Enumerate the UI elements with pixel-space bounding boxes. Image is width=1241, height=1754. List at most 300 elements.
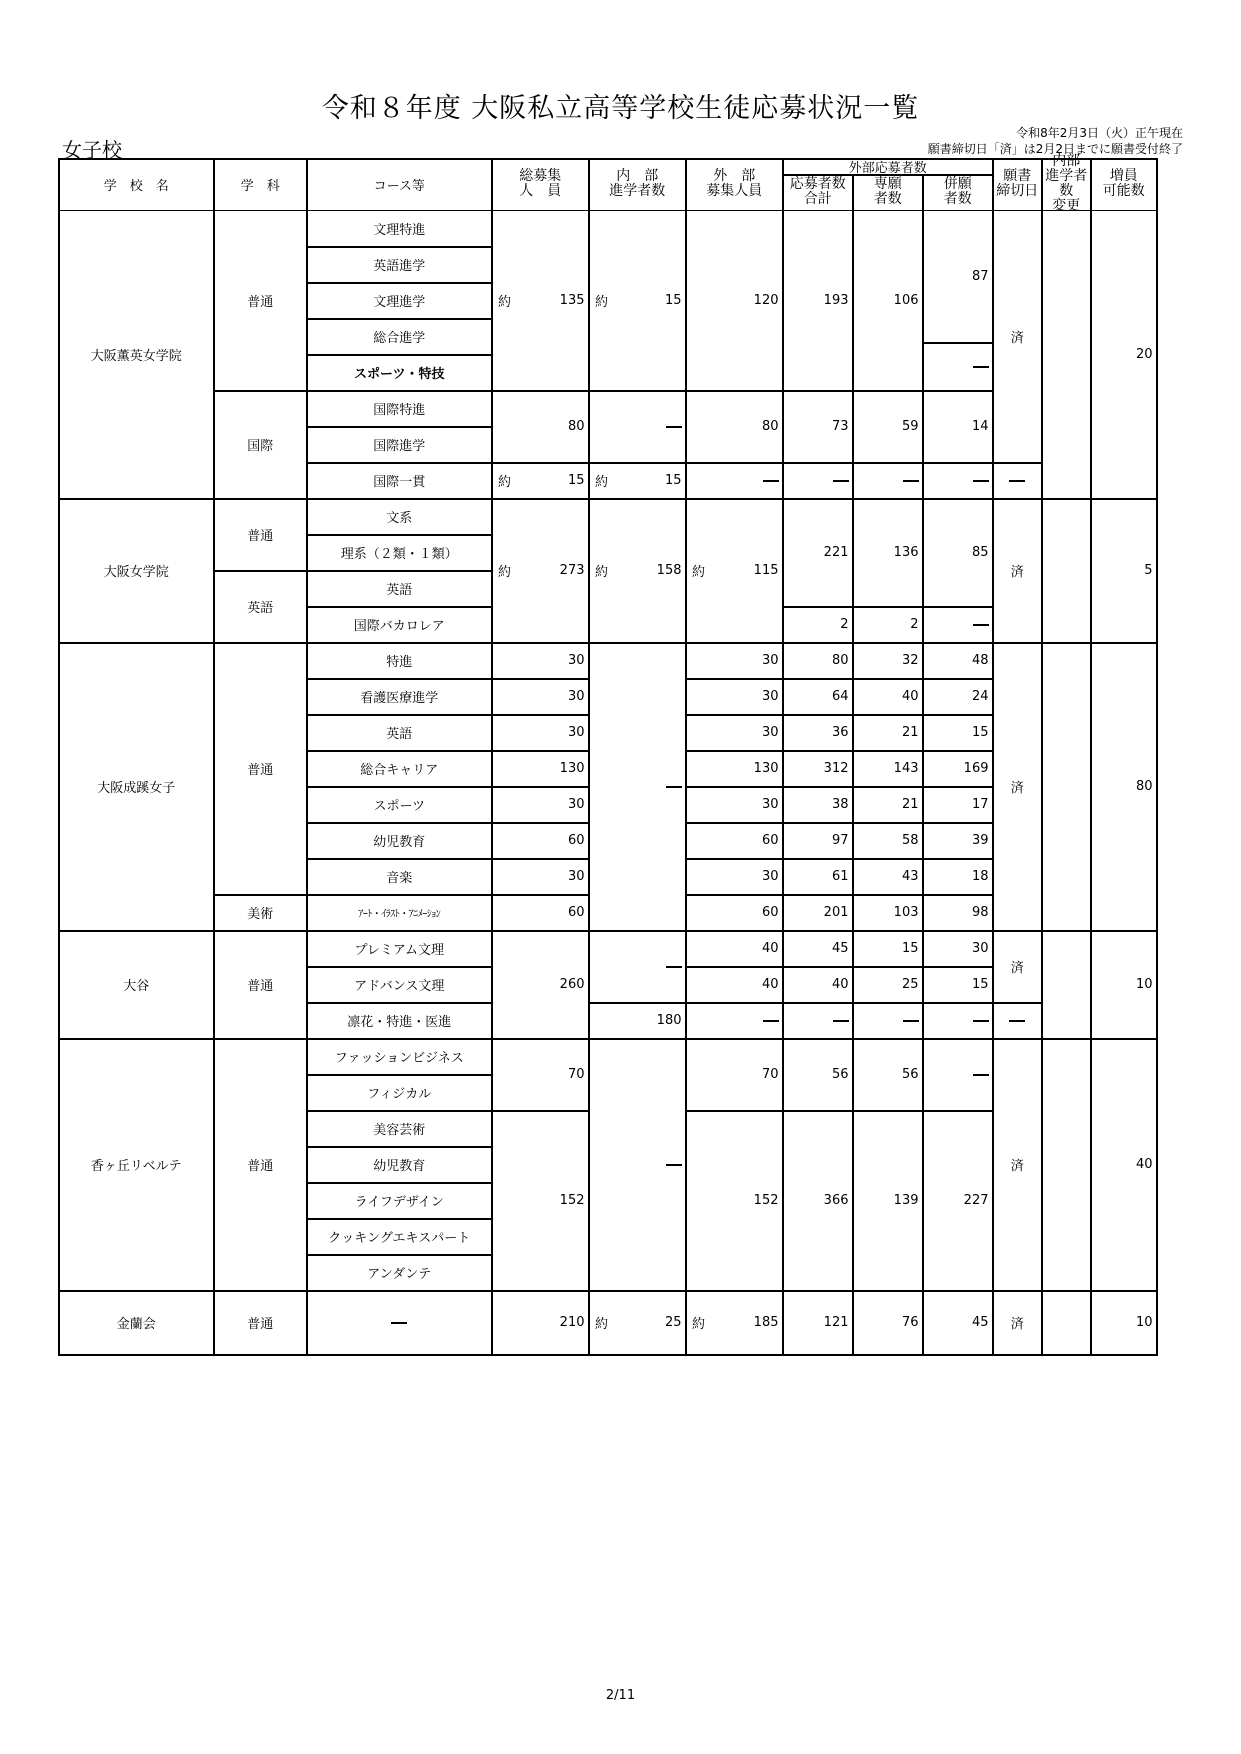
external-quota [685,678,784,716]
total-quota [491,678,590,716]
course-name [306,210,493,248]
approx-label: 約 [595,565,609,581]
course-name [306,678,493,716]
external-quota [685,1110,784,1292]
internal-change [1041,642,1092,932]
internal-change [1041,930,1092,1040]
internal-change [1041,498,1092,644]
header-applicants-group [782,158,994,176]
cell-value: 201 [823,905,849,921]
header-course [306,158,493,211]
applicant-total [782,462,854,500]
heigan-count [922,966,994,1004]
internal-change [1041,1290,1092,1356]
dash-mark [666,426,682,428]
senkan-count [852,390,924,464]
external-quota [685,390,784,464]
total-quota [491,894,590,932]
cell-value: 30 [567,689,585,705]
header-school [58,158,215,211]
cell-value: 136 [893,545,919,561]
course-name [306,570,493,608]
cell-value: アンダンテ [367,1267,432,1283]
heigan-count [922,462,994,500]
cell-value: 15 [971,977,989,993]
senkan-count [852,642,924,680]
heigan-count [922,390,994,464]
internal-count [588,210,687,392]
heigan-count [922,642,994,680]
applicant-total [782,894,854,932]
dept-name [213,642,308,896]
total-quota [491,1290,590,1356]
internal-count [588,462,687,500]
cell-value: 30 [761,869,779,885]
cell-value: 39 [971,833,989,849]
cell-value: 61 [831,869,849,885]
header-line: 内 部 [616,168,659,185]
increase-capacity [1090,498,1158,644]
cell-value: 121 [823,1315,849,1331]
cell-value: 15 [664,473,682,489]
total-quota [491,714,590,752]
cell-value: 15 [901,941,919,957]
senkan-count [852,1290,924,1356]
external-quota [685,894,784,932]
heigan-count [922,750,994,788]
heigan-count [922,858,994,896]
cell-value: 国際進学 [373,439,426,455]
dash-mark [666,786,682,788]
deadline-status [992,498,1043,644]
deadline-status [992,462,1043,500]
cell-value: 総合キャリア [360,763,439,779]
cell-value: 70 [761,1067,779,1083]
cell-value: 国際バカロレア [353,619,445,635]
cell-value: 凛花・特進・医進 [347,1015,452,1031]
heigan-count [922,822,994,860]
cell-value: 45 [971,1315,989,1331]
cell-value: フィジカル [367,1087,432,1103]
cell-value: 5 [1144,563,1153,579]
cell-value: 30 [567,725,585,741]
cell-value: 21 [901,725,919,741]
approx-label: 約 [595,295,609,311]
header-line: 募集人員 [706,183,763,200]
course-name [306,1182,493,1220]
cell-value: 97 [831,833,849,849]
course-name [306,1074,493,1112]
total-quota [491,786,590,824]
school-name [58,1290,215,1356]
cell-value: 看護医療進学 [360,691,439,707]
applicant-total [782,210,854,392]
dash-mark [833,1020,849,1022]
cell-value: 169 [963,761,989,777]
cell-value: 70 [567,1067,585,1083]
deadline-status [992,1038,1043,1292]
dash-mark [763,1020,779,1022]
cell-value: 大阪女学院 [103,565,169,581]
cell-value: 120 [753,293,779,309]
heigan-count [922,714,994,752]
approx-label: 約 [498,475,512,491]
approx-label: 約 [498,295,512,311]
total-quota [491,642,590,680]
total-quota [491,750,590,788]
cell-value: 2 [840,617,849,633]
dash-mark [833,480,849,482]
course-name [306,1110,493,1148]
cell-value: 30 [567,653,585,669]
header-line: 合計 [803,191,832,208]
senkan-count [852,930,924,968]
internal-count [588,498,687,644]
course-name [306,930,493,968]
cell-value: 大阪薫英女学院 [90,349,182,365]
cell-value: 美術 [247,907,274,923]
course-name [306,966,493,1004]
senkan-count [852,966,924,1004]
cell-value: コース等 [373,178,425,194]
cell-value: 210 [559,1315,585,1331]
course-name [306,498,493,536]
cell-value: 英語進学 [373,259,426,275]
applicant-total [782,750,854,788]
senkan-count [852,786,924,824]
cell-value: 美容芸術 [373,1123,426,1139]
internal-change [1041,1038,1092,1292]
cell-value: 106 [893,293,919,309]
cell-value: 文系 [386,511,413,527]
cell-value: 221 [823,545,849,561]
internal-count [588,1038,687,1292]
cell-value: 30 [971,941,989,957]
applicant-total [782,1110,854,1292]
cell-value: 152 [559,1193,585,1209]
approx-label: 約 [692,1317,706,1333]
external-quota [685,966,784,1004]
approx-label: 約 [692,565,706,581]
cell-value: 56 [831,1067,849,1083]
cell-value: 国際特進 [373,403,426,419]
applicant-total [782,1038,854,1112]
cell-value: 14 [971,419,989,435]
cell-value: 普通 [247,763,274,779]
applicant-total [782,858,854,896]
cell-value: 17 [971,797,989,813]
course-name [306,786,493,824]
cell-value: 幼児教育 [373,835,426,851]
senkan-count [852,606,924,644]
cell-value: 260 [559,977,585,993]
increase-capacity [1090,642,1158,932]
internal-count [588,390,687,464]
senkan-count [852,678,924,716]
increase-capacity [1090,1290,1158,1356]
cell-value: 152 [753,1193,779,1209]
cell-value: 45 [831,941,849,957]
cell-value: 金蘭会 [116,1317,156,1333]
cell-value: 98 [971,905,989,921]
header-app-total [782,174,854,211]
external-quota [685,642,784,680]
cell-value: 英語 [386,583,413,599]
cell-value: 普通 [247,295,274,311]
cell-value: 40 [761,977,779,993]
cell-value: 80 [831,653,849,669]
dash-mark [973,624,989,626]
cell-value: 国際 [247,439,274,455]
cell-value: 済 [1010,781,1024,797]
dept-name [213,498,308,572]
heigan-count [922,606,994,644]
applicant-total [782,822,854,860]
heigan-count [922,1002,994,1040]
dash-mark [1009,480,1025,482]
header-total-quota [491,158,590,211]
applicant-total [782,606,854,644]
cell-value: 外部応募者数 [848,161,927,177]
cell-value: 10 [1135,1315,1153,1331]
header-line: 専願 [873,176,902,193]
cell-value: 158 [656,563,682,579]
cell-value: 10 [1135,977,1153,993]
header-dept [213,158,308,211]
cell-value: 60 [567,833,585,849]
cell-value: 139 [893,1193,919,1209]
course-name [306,1290,493,1356]
cell-value: 大阪成蹊女子 [97,781,176,797]
cell-value: 185 [753,1315,779,1331]
cell-value: プレミアム文理 [354,943,445,959]
cell-value: 115 [753,563,779,579]
header-line: 可能数 [1102,183,1145,200]
dash-mark [903,480,919,482]
cell-value: 76 [901,1315,919,1331]
senkan-count [852,1002,924,1040]
course-name [306,642,493,680]
external-quota [685,858,784,896]
cell-value: 87 [971,269,989,285]
cell-value: 普通 [247,1159,274,1175]
header-increase [1090,158,1158,211]
cell-value: 普通 [247,979,274,995]
header-line: 外 部 [713,168,756,185]
heigan-count [922,786,994,824]
cell-value: 103 [893,905,919,921]
cell-value: 2 [910,617,919,633]
external-quota [685,1002,784,1040]
dash-mark [763,480,779,482]
cell-value: 済 [1010,331,1024,347]
cell-value: 130 [753,761,779,777]
internal-change [1041,210,1092,500]
total-quota [491,858,590,896]
cell-value: 36 [831,725,849,741]
course-name [306,390,493,428]
deadline-status [992,1290,1043,1356]
internal-count [588,642,687,932]
cell-value: 40 [831,977,849,993]
cell-value: 180 [656,1013,682,1029]
cell-value: 済 [1010,961,1024,977]
senkan-count [852,462,924,500]
header-heigan [922,174,994,211]
cell-value: 227 [963,1193,989,1209]
applicant-total [782,642,854,680]
cell-value: 80 [567,419,585,435]
cell-value: 普通 [247,529,274,545]
cell-value: 済 [1010,565,1024,581]
course-name [306,1218,493,1256]
heigan-count [922,894,994,932]
applicant-total [782,1290,854,1356]
cell-value: ｱｰﾄ・ｲﾗｽﾄ・ｱﾆﾒｰｼｮﾝ [358,909,441,921]
external-quota [685,714,784,752]
cell-value: 80 [1135,779,1153,795]
cell-value: 40 [761,941,779,957]
course-name [306,246,493,284]
increase-capacity [1090,930,1158,1040]
header-line: 締切日 [996,183,1039,200]
cell-value: 普通 [247,1317,274,1333]
school-name [58,210,215,500]
deadline-note: 願書締切日「済」は2月2日までに願書受付終了 [927,142,1183,156]
course-name [306,534,493,572]
external-quota [685,1290,784,1356]
header-line: 者数 [943,191,972,208]
cell-value: 国際一貫 [373,475,426,491]
cell-value: 30 [567,797,585,813]
cell-value: 30 [761,725,779,741]
cell-value: 32 [901,653,919,669]
external-quota [685,750,784,788]
senkan-count [852,1038,924,1112]
course-name [306,822,493,860]
deadline-status [992,930,1043,1004]
course-name [306,462,493,500]
header-line: 人 員 [519,183,562,200]
header-line: 内部 [1052,153,1081,170]
course-name [306,750,493,788]
cell-value: ライフデザイン [354,1195,444,1211]
cell-value: 130 [559,761,585,777]
course-name [306,1254,493,1292]
course-name [306,1002,493,1040]
dash-mark [973,1074,989,1076]
senkan-count [852,822,924,860]
internal-count [588,930,687,1004]
cell-value: 85 [971,545,989,561]
cell-value: 143 [893,761,919,777]
total-quota [491,930,590,1040]
dash-mark [973,366,989,368]
applicant-total [782,786,854,824]
cell-value: 60 [567,905,585,921]
cell-value: アドバンス文理 [354,979,445,995]
internal-count [588,1290,687,1356]
school-name [58,498,215,644]
senkan-count [852,714,924,752]
increase-capacity [1090,210,1158,500]
cell-value: 30 [761,653,779,669]
as-of-date: 令和8年2月3日（火）正午現在 [1016,126,1183,140]
dept-name [213,570,308,644]
heigan-count [922,1290,994,1356]
cell-value: 38 [831,797,849,813]
total-quota [491,1038,590,1112]
cell-value: 43 [901,869,919,885]
dept-name [213,894,308,932]
external-quota [685,786,784,824]
course-name [306,606,493,644]
external-quota [685,822,784,860]
cell-value: 理系（２類・１類） [340,547,458,563]
dept-name [213,1038,308,1292]
course-name [306,426,493,464]
deadline-status [992,1002,1043,1040]
header-line: 者数 [873,191,902,208]
cell-value: 58 [901,833,919,849]
page-title: 令和８年度 大阪私立高等学校生徒応募状況一覧 [321,93,920,124]
deadline-status [992,210,1043,464]
cell-value: 英語 [386,727,413,743]
header-line: 総募集 [519,168,562,185]
dept-name [213,390,308,500]
dept-name [213,930,308,1040]
course-name [306,318,493,356]
total-quota [491,210,590,392]
dash-mark [973,1020,989,1022]
header-internal-change [1041,153,1092,215]
external-quota [685,1038,784,1112]
cell-value: 済 [1010,1317,1024,1333]
heigan-count [922,210,994,344]
cell-value: 30 [567,869,585,885]
cell-value: 学 科 [240,178,280,194]
total-quota [491,498,590,644]
cell-value: 15 [567,473,585,489]
internal-count [588,1002,687,1040]
cell-value: 20 [1135,347,1153,363]
total-quota [491,1110,590,1292]
cell-value: 音楽 [386,871,413,887]
cell-value: 30 [761,797,779,813]
cell-value: スポーツ・特技 [354,367,445,383]
dash-mark [391,1322,407,1324]
cell-value: 56 [901,1067,919,1083]
dash-mark [1009,1020,1025,1022]
total-quota [491,462,590,500]
senkan-count [852,210,924,392]
header-line: 願書 [1003,168,1032,185]
cell-value: 64 [831,689,849,705]
cell-value: 21 [901,797,919,813]
increase-capacity [1090,1038,1158,1292]
approx-label: 約 [595,1317,609,1333]
external-quota [685,930,784,968]
course-name [306,354,493,392]
cell-value: 15 [971,725,989,741]
senkan-count [852,750,924,788]
cell-value: 特進 [386,655,413,671]
cell-value: 40 [1135,1157,1153,1173]
approx-label: 約 [595,475,609,491]
cell-value: 英語 [247,601,274,617]
header-deadline [992,158,1043,211]
senkan-count [852,498,924,608]
